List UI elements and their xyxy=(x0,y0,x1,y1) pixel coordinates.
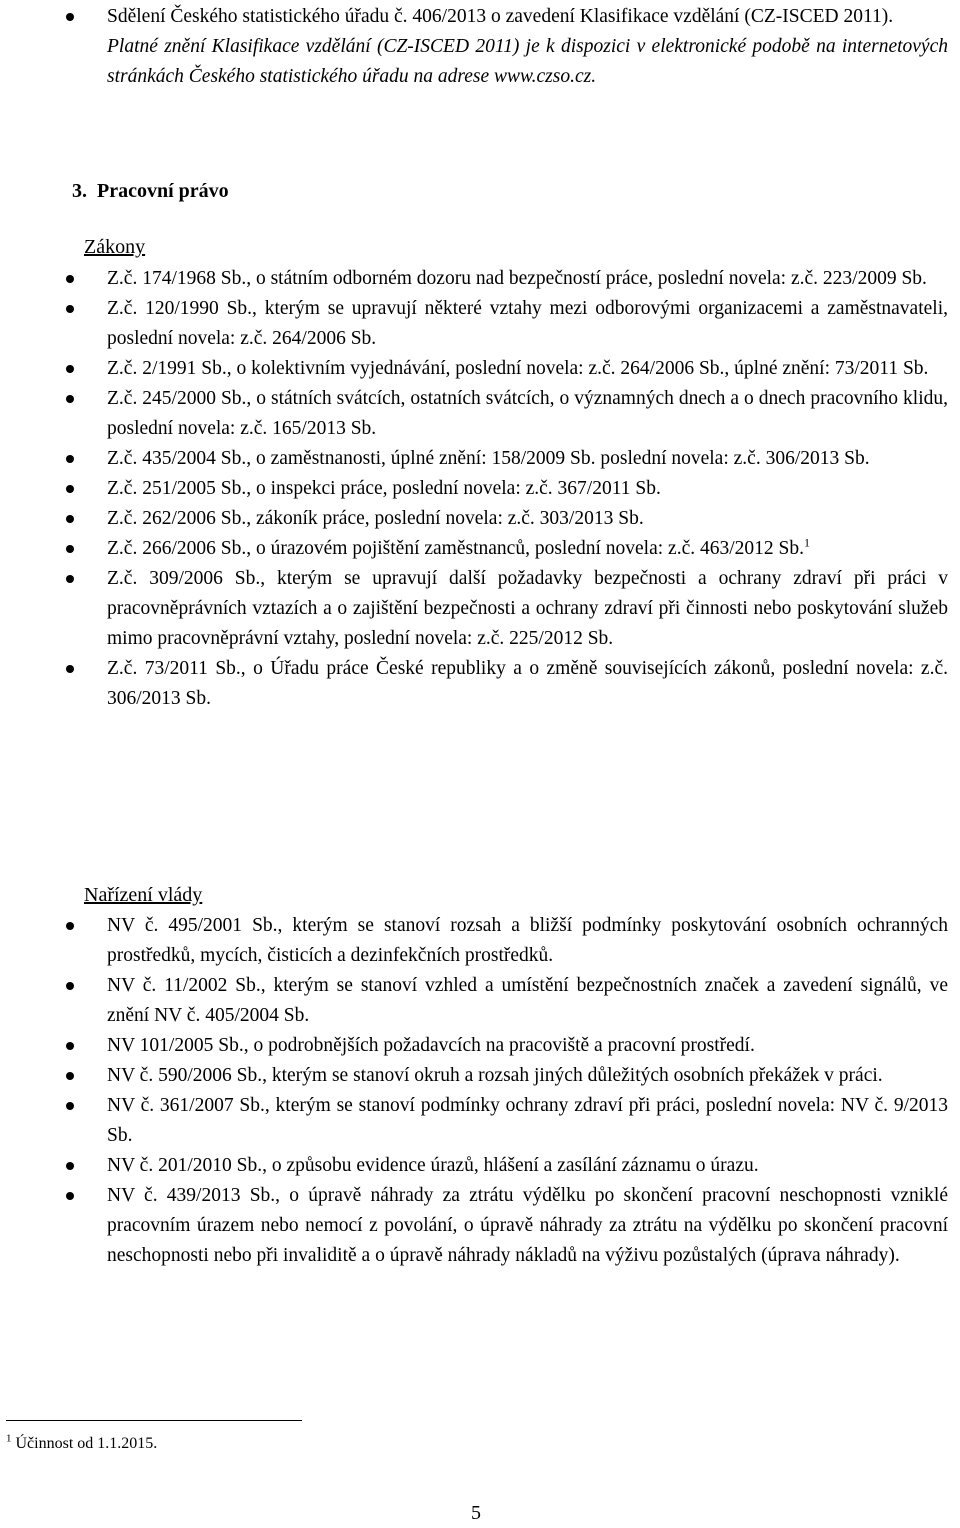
regulation-text: NV 101/2005 Sb., o podrobnějších požadavcích na pracoviště a pracovní prostředí. xyxy=(107,1035,755,1056)
narizeni-list xyxy=(0,911,960,1271)
list-item xyxy=(0,294,960,354)
footnote xyxy=(6,1432,157,1456)
law-text: Z.č. 266/2006 Sb., o úrazovém pojištění zaměstnanců, poslední novela: z.č. 463/2012 Sb. xyxy=(107,538,804,559)
list-item xyxy=(0,564,960,654)
list-item xyxy=(0,534,960,564)
regulation-text: NV č. 201/2010 Sb., o způsobu evidence úrazů, hlášení a zasílání záznamu o úrazu. xyxy=(107,1155,759,1176)
bullet-icon xyxy=(66,575,74,583)
list-item xyxy=(0,354,960,384)
subheading-narizeni-vlady: Nařízení vlády xyxy=(84,884,203,906)
bullet-icon xyxy=(66,982,74,990)
law-text: Z.č. 435/2004 Sb., o zaměstnanosti, úplné znění: 158/2009 Sb. poslední novela: z.č. 306/2013 Sb. xyxy=(107,448,870,469)
law-text: Z.č. 309/2006 Sb., kterým se upravují další požadavky bezpečnosti a ochrany zdraví při práci v pracovněprávních vztazích a o zajištění bezpečnosti a ochrany zdraví při činnosti nebo poskytování služeb mimo pracovněprávní vztahy, poslední novela: z.č. 225/2012 Sb. xyxy=(107,568,948,649)
regulation-text: NV č. 439/2013 Sb., o úpravě náhrady za ztrátu výdělku po skončení pracovní neschopnosti vzniklé pracovním úrazem nebo nemocí z povolání, o úpravě náhrady za ztrátu na výdělku po skončení pracovní neschopnosti nebo při invaliditě a o úpravě náhrady nákladů na výživu pozůstalých (úprava náhrady). xyxy=(107,1185,948,1266)
law-text: Z.č. 2/1991 Sb., o kolektivním vyjednávání, poslední novela: z.č. 264/2006 Sb., úplné znění: 73/2011 Sb. xyxy=(107,358,929,379)
bullet-icon xyxy=(66,1102,74,1110)
intro-text: Sdělení Českého statistického úřadu č. 406/2013 o zavedení Klasifikace vzdělání (CZ-ISCED 2011). xyxy=(107,6,894,27)
section-heading xyxy=(72,176,229,206)
subheading-zakony: Zákony xyxy=(84,236,146,258)
list-item xyxy=(0,1151,960,1181)
bullet-icon xyxy=(66,485,74,493)
list-item xyxy=(0,1091,960,1151)
section-number: 3. xyxy=(72,180,87,202)
law-text: Z.č. 262/2006 Sb., zákoník práce, poslední novela: z.č. 303/2013 Sb. xyxy=(107,508,644,529)
list-item xyxy=(0,971,960,1031)
bullet-icon xyxy=(66,395,74,403)
intro-list xyxy=(0,2,960,92)
footnote-ref[interactable]: 1 xyxy=(804,535,810,550)
footnote-number: 1 xyxy=(6,1432,12,1445)
law-text: Z.č. 73/2011 Sb., o Úřadu práce České republiky a o změně souvisejících zákonů, poslední novela: z.č. 306/2013 Sb. xyxy=(107,658,948,709)
bullet-icon xyxy=(66,515,74,523)
bullet-icon xyxy=(66,545,74,553)
list-item xyxy=(0,1061,960,1091)
law-text: Z.č. 174/1968 Sb., o státním odborném dozoru nad bezpečností práce, poslední novela: z.č. 223/2009 Sb. xyxy=(107,268,927,289)
bullet-icon xyxy=(66,1042,74,1050)
bullet-icon xyxy=(66,1162,74,1170)
list-item xyxy=(0,1031,960,1061)
bullet-icon xyxy=(66,13,74,21)
footnote-divider xyxy=(6,1420,302,1421)
law-text: Z.č. 245/2000 Sb., o státních svátcích, ostatních svátcích, o významných dnech a o dnech pracovního klidu, poslední novela: z.č. 165/2013 Sb. xyxy=(107,388,948,439)
list-item xyxy=(0,264,960,294)
footnote-text: Účinnost od 1.1.2015. xyxy=(15,1435,158,1452)
list-item xyxy=(0,444,960,474)
regulation-text: NV č. 495/2001 Sb., kterým se stanoví rozsah a bližší podmínky poskytování osobních ochranných prostředků, mycích, čisticích a dezinfekčních prostředků. xyxy=(107,915,948,966)
list-item xyxy=(0,474,960,504)
bullet-icon xyxy=(66,1192,74,1200)
list-item xyxy=(0,1181,960,1271)
regulation-text: NV č. 590/2006 Sb., kterým se stanoví okruh a rozsah jiných důležitých osobních překážek v práci. xyxy=(107,1065,883,1086)
section-title: Pracovní právo xyxy=(97,180,229,202)
law-text: Z.č. 251/2005 Sb., o inspekci práce, poslední novela: z.č. 367/2011 Sb. xyxy=(107,478,661,499)
list-item xyxy=(0,911,960,971)
page-number: 5 xyxy=(471,1502,481,1524)
bullet-icon xyxy=(66,922,74,930)
zakony-list xyxy=(0,264,960,714)
list-item xyxy=(0,654,960,714)
bullet-icon xyxy=(66,455,74,463)
bullet-icon xyxy=(66,1072,74,1080)
list-item xyxy=(0,504,960,534)
law-text: Z.č. 120/1990 Sb., kterým se upravují některé vztahy mezi odborovými organizacemi a zaměstnavateli, poslední novela: z.č. 264/2006 Sb. xyxy=(107,298,948,349)
bullet-icon xyxy=(66,665,74,673)
bullet-icon xyxy=(66,275,74,283)
regulation-text: NV č. 361/2007 Sb., kterým se stanoví podmínky ochrany zdraví při práci, poslední novela: NV č. 9/2013 Sb. xyxy=(107,1095,948,1146)
bullet-icon xyxy=(66,365,74,373)
list-item xyxy=(0,384,960,444)
intro-italic-note: Platné znění Klasifikace vzdělání (CZ-ISCED 2011) je k dispozici v elektronické podobě na internetových stránkách Českého statistického úřadu na adrese www.czso.cz. xyxy=(107,36,948,87)
bullet-icon xyxy=(66,305,74,313)
regulation-text: NV č. 11/2002 Sb., kterým se stanoví vzhled a umístění bezpečnostních značek a zavedení signálů, ve znění NV č. 405/2004 Sb. xyxy=(107,975,948,1026)
list-item xyxy=(0,2,960,92)
